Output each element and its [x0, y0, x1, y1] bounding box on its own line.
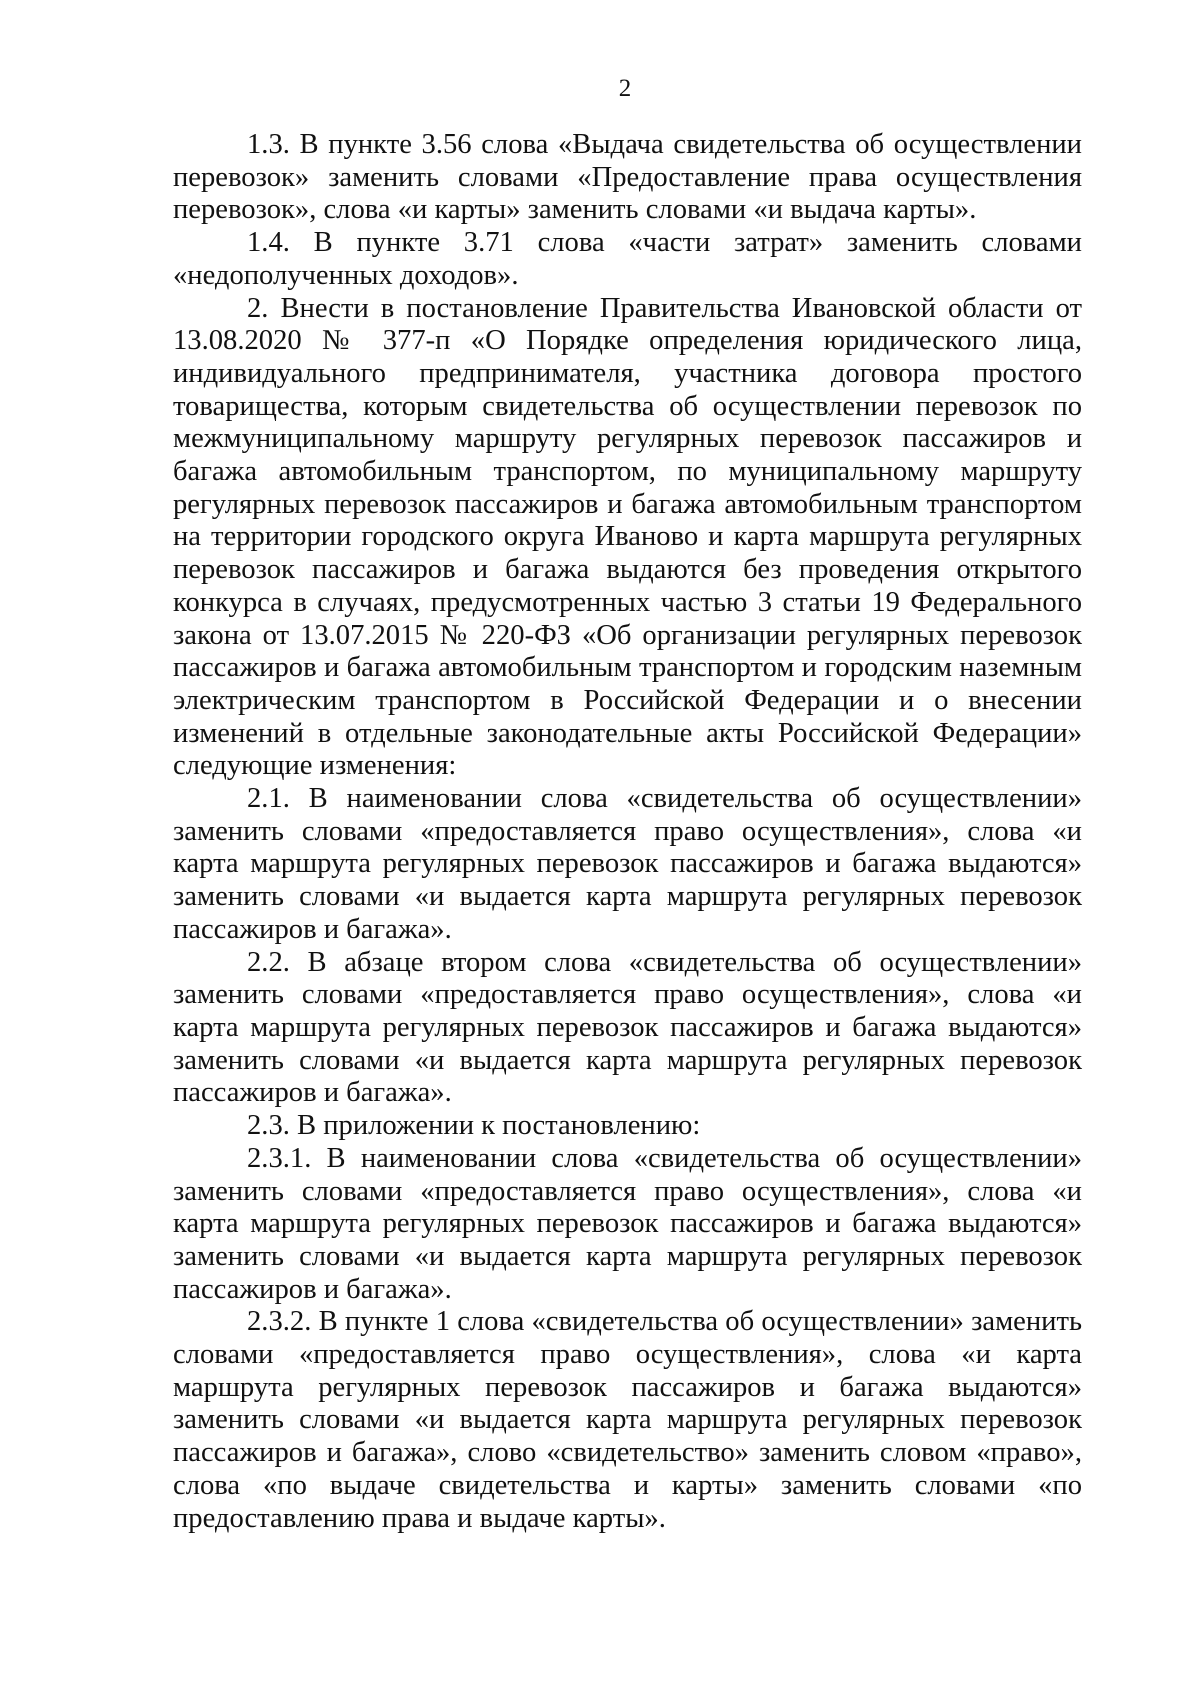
paragraph-2: 2. Внести в постановление Правительства Ивановской области от 13.08.2020 № 377-п «О Порядке определения юридического лица, индивидуального предпринимателя, участника договора простого товарищества, которым свидетельства об осуществлении перевозок по межмуниципальному маршруту регулярных перевозок пассажиров и багажа автомобильным транспортом, по муниципальному маршруту регулярных перевозок пассажиров и багажа автомобильным транспортом на территории городского округа Иваново и карта маршрута регулярных перевозок пассажиров и багажа выдаются без проведения открытого конкурса в случаях, предусмотренных частью 3 статьи 19 Федерального закона от 13.07.2015 № 220-ФЗ «Об организации регулярных перевозок пассажиров и багажа автомобильным транспортом и городским наземным электрическим транспортом в Российской Федерации и о внесении изменений в отдельные законодательные акты Российской Федерации» следующие изменения:	[173, 292, 1082, 782]
document-body	[173, 129, 1082, 1535]
paragraph-1-4: 1.4. В пункте 3.71 слова «части затрат» заменить словами «недополученных доходов».	[173, 227, 1082, 291]
paragraph-2-3-1: 2.3.1. В наименовании слова «свидетельства об осуществлении» заменить словами «предоставляется право осуществления», слова «и карта маршрута регулярных перевозок пассажиров и багажа выдаются» заменить словами «и выдается карта маршрута регулярных перевозок пассажиров и багажа».	[173, 1142, 1082, 1305]
paragraph-2-3: 2.3. В приложении к постановлению:	[247, 1110, 701, 1142]
paragraph-2-2: 2.2. В абзаце втором слова «свидетельства об осуществлении» заменить словами «предоставляется право осуществления», слова «и карта маршрута регулярных перевозок пассажиров и багажа выдаются» заменить словами «и выдается карта маршрута регулярных перевозок пассажиров и багажа».	[173, 946, 1082, 1109]
paragraph-2-3-2: 2.3.2. В пункте 1 слова «свидетельства об осуществлении» заменить словами «предоставляется право осуществления», слова «и карта маршрута регулярных перевозок пассажиров и багажа выдаются» заменить словами «и выдается карта маршрута регулярных перевозок пассажиров и багажа», слово «свидетельство» заменить словом «право», слова «по выдаче свидетельства и карты» заменить словами «по предоставлению права и выдаче карты».	[173, 1306, 1082, 1534]
paragraph-1-3: 1.3. В пункте 3.56 слова «Выдача свидетельства об осуществлении перевозок» заменить словами «Предоставление права осуществления перевозок», слова «и карты» заменить словами «и выдача карты».	[173, 129, 1082, 226]
page-number: 2	[618, 75, 632, 102]
paragraph-2-1: 2.1. В наименовании слова «свидетельства об осуществлении» заменить словами «предоставляется право осуществления», слова «и карта маршрута регулярных перевозок пассажиров и багажа выдаются» заменить словами «и выдается карта маршрута регулярных перевозок пассажиров и багажа».	[173, 783, 1082, 945]
